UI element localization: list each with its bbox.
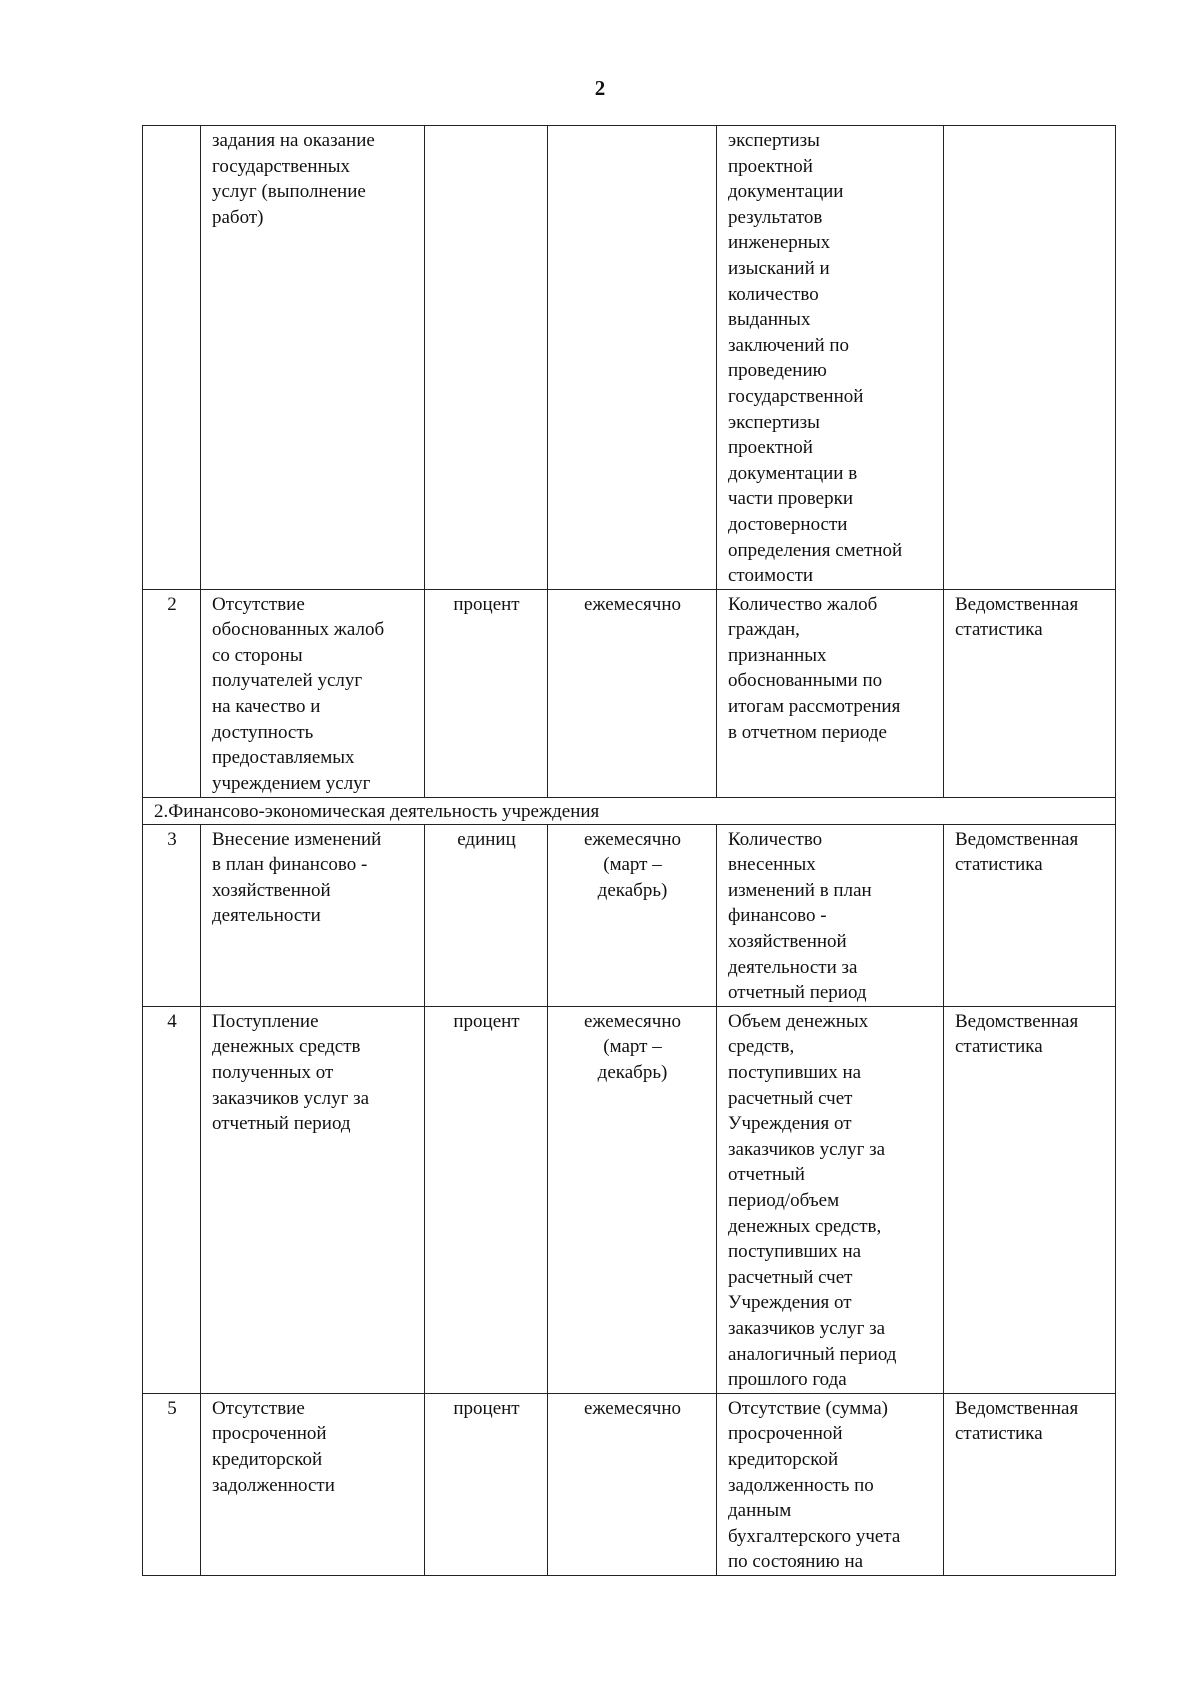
periodicity [548,126,717,590]
calculation-method: Объем денежных средств, поступивших на расчетный счет Учреждения от заказчиков услуг за отчетный период/объем денежных средств, поступивших на расчетный счет Учреждения от заказчиков услуг за аналогичный период прошлого года [717,1006,944,1393]
table-row [143,1006,1116,1393]
row-number: 3 [143,824,201,1006]
data-source: Ведомственная статистика [944,1393,1116,1575]
periodicity: ежемесячно (март – декабрь) [548,824,717,1006]
unit-of-measure: процент [425,1393,548,1575]
table-row [143,824,1116,1006]
indicators-table [142,125,1116,1576]
calculation-method: Количество внесенных изменений в план финансово - хозяйственной деятельности за отчетный период [717,824,944,1006]
section-header-row [143,797,1116,824]
table-row [143,589,1116,797]
row-number: 4 [143,1006,201,1393]
row-number: 5 [143,1393,201,1575]
data-source: Ведомственная статистика [944,824,1116,1006]
indicator-name: Поступление денежных средств полученных от заказчиков услуг за отчетный период [201,1006,425,1393]
periodicity: ежемесячно [548,589,717,797]
unit-of-measure: процент [425,589,548,797]
row-number [143,126,201,590]
indicator-name: Отсутствие просроченной кредиторской задолженности [201,1393,425,1575]
row-number: 2 [143,589,201,797]
data-source: Ведомственная статистика [944,1006,1116,1393]
calculation-method: Количество жалоб граждан, признанных обоснованными по итогам рассмотрения в отчетном периоде [717,589,944,797]
indicator-name: Отсутствие обоснованных жалоб со стороны получателей услуг на качество и доступность предоставляемых учреждением услуг [201,589,425,797]
unit-of-measure [425,126,548,590]
calculation-method: Отсутствие (сумма) просроченной кредиторской задолженность по данным бухгалтерского учета по состоянию на [717,1393,944,1575]
indicator-name: задания на оказание государственных услуг (выполнение работ) [201,126,425,590]
section-title: 2.Финансово-экономическая деятельность учреждения [143,797,1116,824]
periodicity: ежемесячно [548,1393,717,1575]
periodicity: ежемесячно (март – декабрь) [548,1006,717,1393]
indicator-name: Внесение изменений в план финансово - хозяйственной деятельности [201,824,425,1006]
page-number: 2 [594,76,606,100]
table-row [143,126,1116,590]
table-row [143,1393,1116,1575]
data-source [944,126,1116,590]
calculation-method: экспертизы проектной документации результатов инженерных изысканий и количество выданных заключений по проведению государственной экспертизы проектной документации в части проверки достоверности определения сметной стоимости [717,126,944,590]
data-source: Ведомственная статистика [944,589,1116,797]
unit-of-measure: единиц [425,824,548,1006]
unit-of-measure: процент [425,1006,548,1393]
